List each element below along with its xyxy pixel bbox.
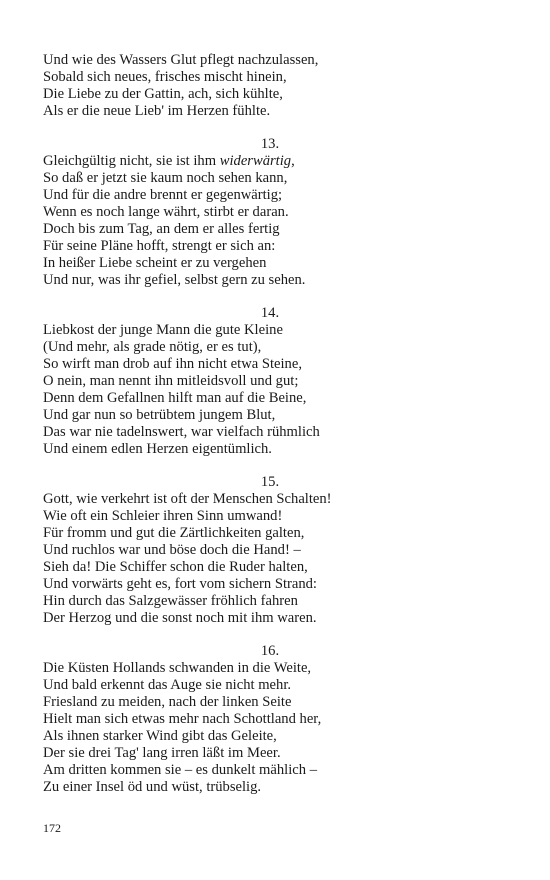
verse-line: Und ruchlos war und böse doch die Hand! – (43, 542, 301, 558)
verse-line: Doch bis zum Tag, an dem er alles fertig (43, 221, 280, 237)
verse-line: Und gar nun so betrübtem jungem Blut, (43, 407, 276, 423)
stanza-number: 13. (260, 136, 280, 152)
verse-line: Friesland zu meiden, nach der linken Seite (43, 694, 292, 710)
page-number: 172 (43, 821, 61, 835)
verse-line: Und vorwärts geht es, fort vom sichern Strand: (43, 576, 317, 592)
stanza (43, 52, 483, 120)
stanza-number: 16. (260, 643, 280, 659)
verse-line: Hin durch das Salzgewässer fröhlich fahren (43, 593, 298, 609)
stanza (43, 136, 483, 289)
verse-line: Wie oft ein Schleier ihren Sinn umwand! (43, 508, 283, 524)
verse-line: Sobald sich neues, frisches mischt hinein, (43, 69, 287, 85)
verse-line: Am dritten kommen sie – es dunkelt mählich – (43, 762, 317, 778)
verse-line: So daß er jetzt sie kaum noch sehen kann, (43, 170, 288, 186)
verse-line: Die Liebe zu der Gattin, ach, sich kühlte, (43, 86, 283, 102)
verse-line: In heißer Liebe scheint er zu vergehen (43, 255, 267, 271)
verse-line: Denn dem Gefallnen hilft man auf die Beine, (43, 390, 307, 406)
verse-line: Und einem edlen Herzen eigentümlich. (43, 441, 272, 457)
verse-line: (Und mehr, als grade nötig, er es tut), (43, 339, 262, 355)
verse-line: Und bald erkennt das Auge sie nicht mehr. (43, 677, 292, 693)
verse-line: Liebkost der junge Mann die gute Kleine (43, 322, 283, 338)
verse-line: Für seine Pläne hofft, strengt er sich an: (43, 238, 276, 254)
verse-line: Der sie drei Tag' lang irren läßt im Meer. (43, 745, 281, 761)
verse-line: Als er die neue Lieb' im Herzen fühlte. (43, 103, 271, 119)
stanza (43, 643, 483, 796)
verse-line: Das war nie tadelnswert, war vielfach rühmlich (43, 424, 320, 440)
verse-line: Sieh da! Die Schiffer schon die Ruder halten, (43, 559, 308, 575)
stanza-number: 15. (260, 474, 280, 490)
verse-line: Wenn es noch lange währt, stirbt er daran. (43, 204, 289, 220)
verse-line: Die Küsten Hollands schwanden in die Weite, (43, 660, 312, 676)
poem-page (43, 52, 483, 812)
verse-line: Und wie des Wassers Glut pflegt nachzulassen, (43, 52, 319, 68)
stanza (43, 305, 483, 458)
verse-line: Und nur, was ihr gefiel, selbst gern zu sehen. (43, 272, 306, 288)
stanza (43, 474, 483, 627)
verse-line: Als ihnen starker Wind gibt das Geleite, (43, 728, 277, 744)
verse-line: Gleichgültig nicht, sie ist ihm widerwärtig, (43, 153, 295, 169)
verse-line: O nein, man nennt ihn mitleidsvoll und gut; (43, 373, 299, 389)
verse-line: Und für die andre brennt er gegenwärtig; (43, 187, 283, 203)
verse-line: Zu einer Insel öd und wüst, trübselig. (43, 779, 262, 795)
stanza-number: 14. (260, 305, 280, 321)
verse-line: Gott, wie verkehrt ist oft der Menschen Schalten! (43, 491, 332, 507)
verse-line: So wirft man drob auf ihn nicht etwa Steine, (43, 356, 302, 372)
verse-line: Hielt man sich etwas mehr nach Schottland her, (43, 711, 322, 727)
verse-line: Der Herzog und die sonst noch mit ihm waren. (43, 610, 317, 626)
verse-line: Für fromm und gut die Zärtlichkeiten galten, (43, 525, 305, 541)
